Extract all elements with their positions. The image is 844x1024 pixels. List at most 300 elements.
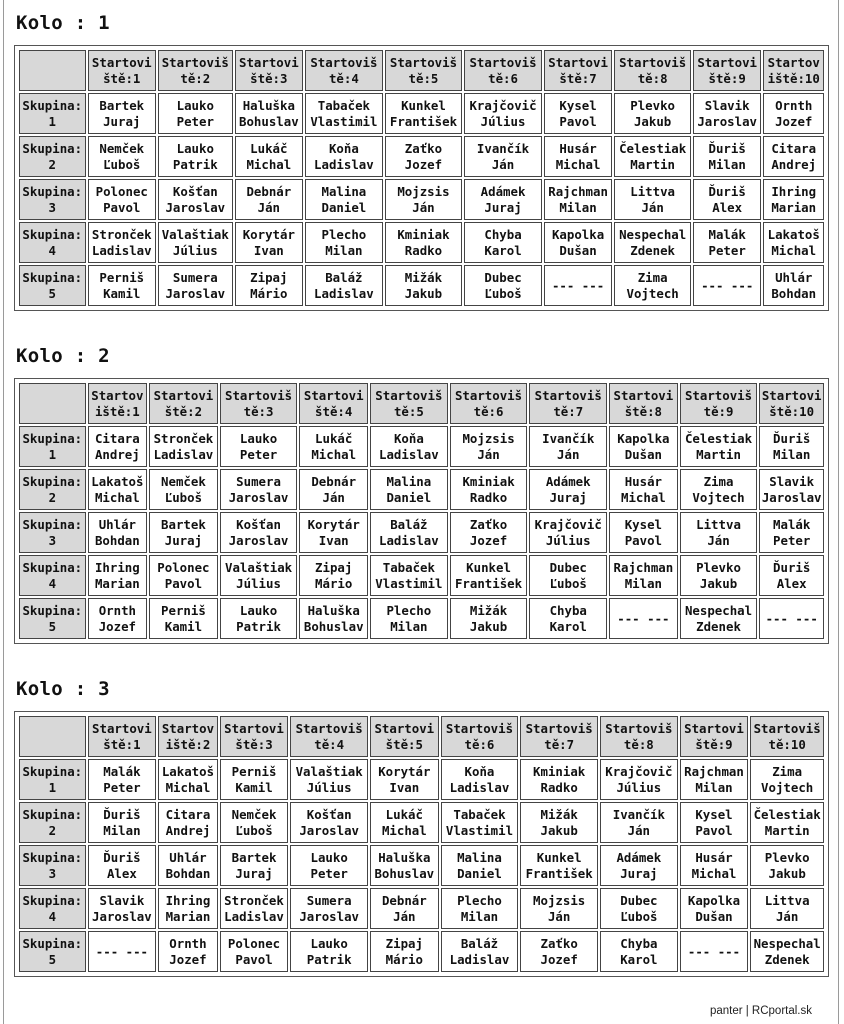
group-label-line: 4 [48, 908, 57, 924]
pilot-cell [544, 222, 613, 263]
pilot-cell-line: Michal [621, 489, 666, 505]
pilot-cell [88, 802, 157, 843]
column-header-line: Startovi [153, 387, 214, 403]
pilot-cell-line: Debnár [381, 892, 427, 908]
pilot-cell [529, 426, 607, 467]
table-row [19, 426, 824, 467]
pilot-cell [759, 555, 824, 596]
pilot-cell-line: Alex [106, 865, 137, 881]
pilot-cell-line: Ľuboš [549, 575, 587, 591]
group-label [19, 759, 86, 800]
pilot-cell [614, 136, 691, 177]
column-header-line: ště:1 [103, 736, 141, 752]
group-label-line: Skupina: [22, 97, 83, 113]
pilot-cell-line: Chyba [549, 602, 587, 618]
pilot-cell [609, 426, 678, 467]
pilot-cell-line: Korytár [307, 516, 360, 532]
pilot-cell-line: Ihring [771, 183, 817, 199]
pilot-cell-line: Ladislav [449, 951, 510, 967]
pilot-cell-line: Ornth [169, 935, 207, 951]
pilot-cell-line: Mižák [469, 602, 508, 618]
pilot-cell-line: Zaťko [404, 140, 443, 156]
group-label-line: 3 [48, 532, 57, 548]
pilot-cell-line: Ivan [253, 242, 284, 258]
pilot-cell [600, 931, 678, 972]
pilot-cell-line: Lakatoš [767, 226, 820, 242]
pilot-cell-line: Kunkel [536, 849, 582, 865]
group-label [19, 265, 86, 306]
pilot-cell-line: Andrej [94, 446, 140, 462]
column-header-line: iště:1 [94, 403, 140, 419]
pilot-cell-line: Plecho [457, 892, 502, 908]
round-1-title: Kolo : 1 [16, 12, 110, 34]
pilot-cell-line: Jaroslav [299, 822, 360, 838]
pilot-cell-line: Michal [246, 156, 292, 172]
pilot-cell-line: Marian [165, 908, 211, 924]
pilot-cell [88, 136, 157, 177]
pilot-cell [529, 598, 607, 639]
column-header-line: ště:2 [164, 403, 203, 419]
pilot-cell-line: Kamil [164, 618, 203, 634]
pilot-cell-line: Ďuriš [773, 430, 811, 446]
pilot-cell-line: Tabaček [453, 806, 506, 822]
pilot-cell [88, 888, 157, 929]
pilot-cell-line: Valaštiak [295, 763, 363, 779]
pilot-cell-line: Jozef [169, 951, 207, 967]
pilot-cell-line: Polonec [95, 183, 148, 199]
pilot-cell-line: Plevko [630, 97, 676, 113]
pilot-cell [529, 555, 607, 596]
pilot-cell-line: Littva [630, 183, 676, 199]
pilot-cell-line: Kamil [235, 779, 273, 795]
pilot-cell [88, 845, 157, 886]
pilot-cell-line: Koňa [393, 430, 424, 446]
pilot-cell-line: Ján [257, 199, 281, 215]
pilot-cell-line: Patrik [306, 951, 352, 967]
pilot-cell [235, 179, 304, 220]
pilot-cell-line: Peter [773, 532, 811, 548]
pilot-cell-line: Haluška [242, 97, 295, 113]
table-row [19, 931, 824, 972]
pilot-cell-line: Nemček [161, 473, 206, 489]
pilot-cell-line: --- --- [617, 610, 670, 626]
pilot-cell-line: Debnár [311, 473, 357, 489]
pilot-cell-line: Koňa [464, 763, 495, 779]
pilot-cell [220, 598, 298, 639]
pilot-cell-line: Radko [404, 242, 443, 258]
pilot-cell-line: Košťan [306, 806, 352, 822]
pilot-cell [693, 265, 762, 306]
pilot-cell [299, 512, 368, 553]
pilot-cell-line: Kunkel [466, 559, 511, 575]
pilot-cell-line: Malák [773, 516, 811, 532]
pilot-cell [759, 426, 824, 467]
group-label-line: 5 [48, 285, 56, 301]
pilot-cell [520, 759, 598, 800]
pilot-cell [763, 136, 824, 177]
group-label-line: Skupina: [22, 430, 83, 446]
round-2-table [17, 381, 826, 641]
table-row [19, 555, 824, 596]
column-header [750, 716, 824, 757]
pilot-cell-line: Bartek [231, 849, 277, 865]
pilot-cell-line: Valaštiak [161, 226, 229, 242]
pilot-cell [370, 469, 448, 510]
pilot-cell-line: Patrik [236, 618, 281, 634]
pilot-cell-line: Ján [707, 532, 730, 548]
pilot-cell-line: František [525, 865, 593, 881]
pilot-cell [299, 426, 368, 467]
pilot-cell [149, 426, 218, 467]
pilot-cell-line: Karol [484, 242, 522, 258]
column-header [290, 716, 368, 757]
pilot-cell-line: Milan [695, 779, 733, 795]
pilot-cell-line: Peter [103, 779, 141, 795]
pilot-cell [235, 136, 304, 177]
column-header-line: tě:9 [703, 403, 734, 419]
pilot-cell-line: Milan [773, 446, 811, 462]
pilot-cell [290, 845, 368, 886]
pilot-cell [158, 93, 233, 134]
pilot-cell [759, 512, 824, 553]
pilot-cell-line: Lauko [239, 430, 278, 446]
pilot-cell-line: Ornth [775, 97, 813, 113]
pilot-cell [750, 888, 824, 929]
pilot-cell-line: Ján [322, 489, 345, 505]
pilot-cell-line: Bohdan [165, 865, 211, 881]
pilot-cell-line: Bohdan [771, 285, 817, 301]
pilot-cell [763, 179, 824, 220]
column-header-line: Startovi [374, 720, 435, 736]
pilot-cell-line: Patrik [172, 156, 218, 172]
pilot-cell-line: Čelestiak [684, 430, 753, 446]
pilot-cell-line: Lauko [310, 849, 348, 865]
pilot-cell [520, 845, 598, 886]
column-header-line: ště:4 [315, 403, 353, 419]
column-header-line: tě:8 [623, 736, 654, 752]
group-label [19, 179, 86, 220]
pilot-cell-line: Rajchman [548, 183, 608, 199]
pilot-cell-line: Kapolka [617, 430, 670, 446]
pilot-cell-line: Ľuboš [235, 822, 273, 838]
group-label-line: Skupina: [22, 806, 83, 822]
pilot-cell-line: Kminiak [533, 763, 586, 779]
table-row [19, 888, 824, 929]
column-header-line: tě:10 [768, 736, 806, 752]
pilot-cell [385, 222, 463, 263]
column-header-line: Startoviš [753, 720, 821, 736]
pilot-cell-line: Ľuboš [620, 908, 658, 924]
pilot-cell [370, 512, 448, 553]
pilot-cell [299, 469, 368, 510]
group-label-line: 4 [48, 575, 57, 591]
column-header-line: Startovi [92, 720, 152, 736]
table-row [19, 598, 824, 639]
pilot-cell [680, 931, 749, 972]
pilot-cell [220, 426, 298, 467]
pilot-cell-line: Jozef [98, 618, 136, 634]
pilot-cell-line: Slavik [99, 892, 145, 908]
pilot-cell-line: Jozef [469, 532, 508, 548]
pilot-cell-line: Ladislav [314, 285, 374, 301]
pilot-cell [290, 931, 368, 972]
pilot-cell-line: Zipaj [315, 559, 353, 575]
pilot-cell [305, 179, 383, 220]
pilot-cell-line: Lauko [176, 97, 214, 113]
pilot-cell [693, 179, 762, 220]
group-label-line: Skupina: [22, 559, 83, 575]
pilot-cell-line: Michal [94, 489, 140, 505]
column-header-line: tě:6 [488, 70, 518, 86]
pilot-cell-line: Ján [775, 908, 799, 924]
pilot-cell-line: Zdenek [696, 618, 741, 634]
pilot-cell-line: Mário [250, 285, 288, 301]
column-header-line: tě:4 [314, 736, 345, 752]
pilot-cell-line: Vojtech [692, 489, 745, 505]
pilot-cell-line: Peter [310, 865, 348, 881]
table-row [19, 469, 824, 510]
pilot-cell-line: Ivan [318, 532, 349, 548]
pilot-cell-line: Ján [477, 446, 500, 462]
group-label-line: Skupina: [22, 849, 83, 865]
pilot-cell-line: Ján [393, 908, 416, 924]
pilot-cell-line: Ján [547, 908, 571, 924]
pilot-cell-line: Juraj [549, 489, 587, 505]
pilot-cell [370, 802, 439, 843]
table-row [19, 222, 824, 263]
column-header-line: ště:8 [624, 403, 663, 419]
group-label-line: 3 [48, 199, 56, 215]
pilot-cell-line: Milan [103, 822, 141, 838]
pilot-cell [529, 469, 607, 510]
pilot-cell [149, 555, 218, 596]
pilot-cell-line: Bohuslav [238, 113, 299, 129]
pilot-cell-line: Slavik [769, 473, 815, 489]
pilot-cell-line: Polonec [227, 935, 281, 951]
table-row [19, 802, 824, 843]
header-row [19, 383, 824, 424]
header-row [19, 50, 824, 91]
pilot-cell-line: --- --- [765, 610, 818, 626]
pilot-cell-line: Jaroslav [228, 489, 289, 505]
pilot-cell [290, 888, 368, 929]
pilot-cell-line: Littva [696, 516, 741, 532]
pilot-cell [464, 179, 542, 220]
column-header-line: Startovi [697, 54, 758, 70]
column-header [299, 383, 368, 424]
pilot-cell-line: Littva [764, 892, 810, 908]
column-header-line: ště:7 [559, 70, 597, 86]
column-header-line: Startovi [548, 54, 608, 70]
column-header [614, 50, 691, 91]
pilot-cell-line: Mižák [540, 806, 578, 822]
pilot-cell [680, 802, 749, 843]
column-header [600, 716, 678, 757]
group-label [19, 426, 86, 467]
group-label-line: Skupina: [22, 516, 83, 532]
pilot-cell [763, 93, 824, 134]
pilot-cell-line: Martin [764, 822, 810, 838]
column-header-line: Startoviš [525, 720, 593, 736]
pilot-cell-line: Ornth [98, 602, 136, 618]
pilot-cell-line: Husár [695, 849, 733, 865]
column-header-line: Startovi [613, 387, 674, 403]
column-header-line: tě:7 [544, 736, 575, 752]
pilot-cell-line: Michal [381, 822, 427, 838]
pilot-cell [220, 802, 289, 843]
pilot-cell-line: Martin [630, 156, 676, 172]
pilot-cell [600, 759, 678, 800]
pilot-cell-line: František [454, 575, 523, 591]
pilot-cell [88, 512, 148, 553]
pilot-cell-line: Daniel [386, 489, 432, 505]
group-label [19, 555, 86, 596]
pilot-cell-line: Milan [624, 575, 663, 591]
pilot-cell-line: Ján [557, 446, 580, 462]
pilot-cell-line: Plecho [321, 226, 367, 242]
column-header-line: Startoviš [445, 720, 514, 736]
pilot-cell-line: Kamil [103, 285, 141, 301]
pilot-cell-line: Baláž [390, 516, 428, 532]
table-row [19, 93, 824, 134]
column-header [220, 383, 298, 424]
pilot-cell-line: Dušan [695, 908, 733, 924]
pilot-cell-line: Ladislav [379, 446, 439, 462]
pilot-cell [450, 598, 528, 639]
pilot-cell-line: Peter [239, 446, 278, 462]
pilot-cell-line: Peter [176, 113, 214, 129]
pilot-cell-line: Zipaj [250, 269, 288, 285]
column-header-line: ště:1 [103, 70, 141, 86]
pilot-cell [88, 931, 157, 972]
pilot-cell [158, 179, 233, 220]
pilot-cell-line: Lakatoš [91, 473, 144, 489]
pilot-cell-line: Ďuriš [708, 183, 746, 199]
pilot-cell [680, 598, 758, 639]
pilot-cell [235, 93, 304, 134]
pilot-cell [305, 222, 383, 263]
table-row [19, 759, 824, 800]
pilot-cell-line: Jaroslav [165, 199, 226, 215]
pilot-cell-line: Uhlár [169, 849, 207, 865]
column-header [88, 383, 148, 424]
pilot-cell-line: Lukáč [250, 140, 288, 156]
pilot-cell [609, 469, 678, 510]
pilot-cell [305, 136, 383, 177]
pilot-cell-line: Daniel [321, 199, 367, 215]
pilot-cell-line: Rajchman [613, 559, 674, 575]
pilot-cell [370, 555, 448, 596]
pilot-cell-line: Košťan [236, 516, 281, 532]
pilot-cell-line: --- --- [95, 943, 148, 959]
group-label-line: Skupina: [22, 602, 83, 618]
pilot-cell-line: František [389, 113, 458, 129]
group-label-line: 2 [48, 822, 57, 838]
corner-cell [19, 716, 86, 757]
pilot-cell-line: Ďuriš [708, 140, 746, 156]
corner-cell [19, 383, 86, 424]
pilot-cell-line: Tabaček [317, 97, 370, 113]
column-header-line: tě:3 [243, 403, 274, 419]
pilot-cell-line: Marian [94, 575, 140, 591]
column-header [158, 50, 233, 91]
pilot-cell-line: Milan [708, 156, 746, 172]
pilot-cell-line: Milan [559, 199, 597, 215]
pilot-cell-line: Pavol [103, 199, 141, 215]
pilot-cell-line: Bartek [99, 97, 145, 113]
pilot-cell [385, 179, 463, 220]
pilot-cell-line: Ivančík [476, 140, 530, 156]
pilot-cell-line: Ľuboš [484, 285, 522, 301]
pilot-cell-line: Stronček [224, 892, 284, 908]
group-label [19, 888, 86, 929]
pilot-cell-line: Marian [771, 199, 817, 215]
pilot-cell [680, 845, 749, 886]
column-header-line: ště:5 [385, 736, 423, 752]
pilot-cell-line: Zaťko [469, 516, 508, 532]
pilot-cell-line: Baláž [325, 269, 363, 285]
pilot-cell-line: Vlastimil [445, 822, 514, 838]
pilot-cell-line: Bartek [161, 516, 206, 532]
pilot-cell-line: Haluška [378, 849, 431, 865]
column-header [441, 716, 519, 757]
pilot-cell-line: Koňa [328, 140, 359, 156]
pilot-cell [750, 931, 824, 972]
pilot-cell [464, 222, 542, 263]
pilot-cell-line: Polonec [157, 559, 210, 575]
pilot-cell-line: Jakub [469, 618, 508, 634]
pilot-cell-line: Adámek [616, 849, 662, 865]
column-header-line: tě:5 [408, 70, 439, 86]
group-label [19, 845, 86, 886]
pilot-cell-line: Bohuslav [374, 865, 435, 881]
pilot-cell [441, 759, 519, 800]
pilot-cell [464, 136, 542, 177]
group-label-line: 2 [48, 156, 56, 172]
pilot-cell-line: Debnár [246, 183, 292, 199]
column-header [220, 716, 289, 757]
column-header-line: Startoviš [161, 54, 229, 70]
column-header [520, 716, 598, 757]
pilot-cell-line: Jaroslav [761, 489, 822, 505]
round-3-table [17, 714, 826, 974]
pilot-cell [693, 222, 762, 263]
pilot-cell-line: Korytár [378, 763, 431, 779]
column-header-line: Startoviš [389, 54, 458, 70]
pilot-cell [299, 555, 368, 596]
pilot-cell-line: Mižák [404, 269, 443, 285]
pilot-cell-line: Mojzsis [397, 183, 450, 199]
column-header [235, 50, 304, 91]
group-label [19, 512, 86, 553]
pilot-cell [680, 469, 758, 510]
column-header [450, 383, 528, 424]
pilot-cell-line: Kapolka [551, 226, 605, 242]
pilot-cell [88, 265, 157, 306]
pilot-cell [520, 888, 598, 929]
pilot-cell-line: Lauko [176, 140, 214, 156]
pilot-cell [450, 426, 528, 467]
pilot-cell-line: Zima [703, 473, 734, 489]
pilot-cell-line: Plecho [386, 602, 432, 618]
pilot-cell [520, 931, 598, 972]
column-header-line: ště:3 [250, 70, 288, 86]
pilot-cell [220, 845, 289, 886]
pilot-cell [693, 136, 762, 177]
group-label-line: 1 [48, 113, 56, 129]
pilot-cell [299, 598, 368, 639]
pilot-cell-line: Adámek [480, 183, 526, 199]
